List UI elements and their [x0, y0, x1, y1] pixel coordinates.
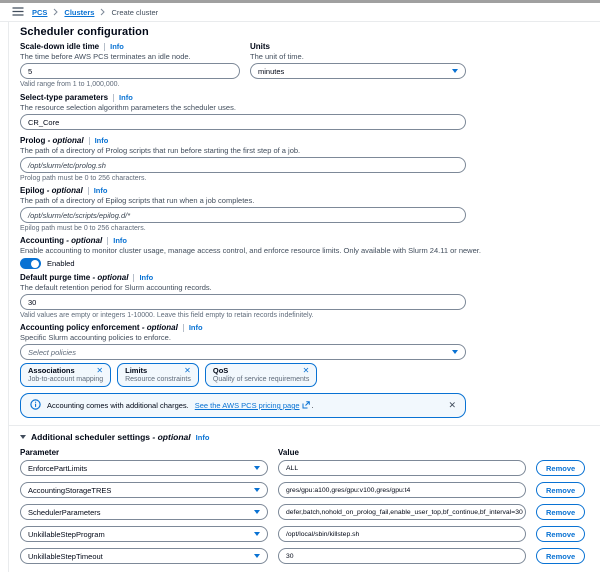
accounting-field: [20, 236, 588, 269]
table-row: [20, 482, 588, 498]
token-description: Job-to-account mapping: [28, 376, 104, 383]
token-limits: [117, 363, 199, 387]
table-row: [20, 460, 588, 476]
value-input[interactable]: gres/gpu:a100,gres/gpu:v100,gres/gpu:t4: [278, 482, 526, 498]
field-constraint: Valid values are empty or integers 1-10000. Leave this field empty to retain records indefinitely.: [20, 312, 314, 319]
breadcrumb: [32, 8, 158, 17]
default-purge-time-field: [20, 273, 588, 319]
banner-link-wrap: [195, 401, 314, 411]
select-type-parameters-input[interactable]: CR_Core: [20, 114, 466, 130]
field-description: The path of a directory of Prolog scripts that run before starting the first step of a job.: [20, 146, 301, 155]
remove-button[interactable]: Remove: [536, 482, 585, 498]
banner-dismiss-icon[interactable]: ✕: [448, 400, 456, 410]
epilog-field: [20, 186, 588, 232]
value-column-header: Value: [278, 448, 299, 457]
field-description: The default retention period for Slurm accounting records.: [20, 283, 212, 292]
table-row: [20, 548, 588, 564]
policy-multiselect[interactable]: Select policies: [20, 344, 466, 360]
parameter-select[interactable]: UnkillableStepTimeout: [20, 548, 268, 564]
caret-down-icon: [254, 554, 260, 558]
parameter-column-header: Parameter: [20, 448, 60, 457]
info-link[interactable]: Info: [93, 186, 108, 195]
dismiss-icon[interactable]: ✕: [96, 365, 104, 375]
default-purge-time-input[interactable]: 30: [20, 294, 466, 310]
breadcrumb-current: Create cluster: [111, 7, 159, 17]
info-link[interactable]: Info: [195, 432, 210, 442]
label-divider: [104, 43, 105, 51]
select-type-parameters-field: [20, 93, 588, 130]
breadcrumb-link-pcs[interactable]: PCS: [32, 7, 48, 17]
pricing-page-link[interactable]: See the AWS PCS pricing page: [194, 401, 300, 410]
banner-suffix: .: [311, 401, 314, 410]
token-description: Resource constraints: [125, 376, 191, 383]
info-link[interactable]: Info: [94, 136, 109, 145]
field-description: Specific Slurm accounting policies to enforce.: [20, 333, 171, 342]
breadcrumb-link-clusters[interactable]: Clusters: [64, 7, 95, 17]
parameter-select[interactable]: EnforcePartLimits: [20, 460, 268, 476]
label-divider: [89, 137, 90, 145]
info-link[interactable]: Info: [139, 273, 154, 282]
token-associations: [20, 363, 111, 387]
remove-button[interactable]: Remove: [536, 460, 585, 476]
epilog-input[interactable]: /opt/slurm/etc/scripts/epilog.d/*: [20, 207, 466, 223]
dismiss-icon[interactable]: ✕: [302, 365, 310, 375]
remove-button[interactable]: Remove: [536, 526, 585, 542]
accounting-policy-enforcement-field: [20, 323, 588, 387]
token-label: Associations: [28, 366, 75, 375]
info-link[interactable]: Info: [113, 236, 127, 245]
external-link-icon: [302, 401, 310, 411]
token-label: QoS: [212, 366, 229, 375]
section-divider: [9, 425, 600, 426]
token-qos: [205, 363, 317, 387]
section-title: Additional scheduler settings - optional: [31, 432, 191, 442]
banner-message: Accounting comes with additional charges.: [47, 401, 189, 410]
label-divider: [88, 187, 89, 195]
page-title: Scheduler configuration: [20, 26, 149, 38]
parameter-select[interactable]: AccountingStorageTRES: [20, 482, 268, 498]
field-label: Units: [250, 42, 270, 51]
menu-icon[interactable]: [12, 3, 24, 21]
field-description: The time before AWS PCS terminates an idle node.: [20, 52, 191, 61]
scale-down-idle-time-input[interactable]: 5: [20, 63, 240, 79]
chevron-right-icon: [100, 8, 105, 16]
field-description: Enable accounting to monitor cluster usage, manage access control, and enforce resource limits. Only available with Slurm 24.11 or newer.: [20, 246, 481, 255]
caret-down-icon: [254, 532, 260, 536]
field-label: Scale-down idle time: [20, 42, 100, 51]
units-field: [250, 42, 466, 88]
field-label: Accounting policy enforcement - optional: [20, 323, 178, 332]
field-description: The resource selection algorithm parameters the scheduler uses.: [20, 103, 236, 112]
additional-settings-expander[interactable]: [20, 432, 588, 442]
table-row: [20, 504, 588, 520]
caret-down-icon: [254, 510, 260, 514]
field-constraint: Prolog path must be 0 to 256 characters.: [20, 175, 147, 182]
caret-down-icon: [452, 350, 458, 354]
label-divider: [133, 274, 134, 282]
breadcrumb-bar: [0, 3, 600, 22]
remove-button[interactable]: Remove: [536, 548, 585, 564]
info-link[interactable]: Info: [110, 42, 124, 51]
info-link[interactable]: Info: [119, 93, 133, 102]
dismiss-icon[interactable]: ✕: [184, 365, 191, 375]
caret-expanded-icon: [20, 435, 26, 439]
prolog-field: [20, 136, 588, 182]
parameter-select[interactable]: UnkillableStepProgram: [20, 526, 268, 542]
toggle-state-label: Enabled: [47, 259, 75, 268]
table-row: [20, 526, 588, 542]
chevron-right-icon: [53, 8, 58, 16]
selected-policy-tokens: [20, 363, 588, 387]
token-label: Limits: [125, 366, 148, 375]
accounting-charges-banner: [20, 393, 466, 418]
field-description: The unit of time.: [250, 52, 304, 61]
field-constraint: Valid range from 1 to 1,000,000.: [20, 81, 120, 88]
value-input[interactable]: ALL: [278, 460, 526, 476]
field-constraint: Epilog path must be 0 to 256 characters.: [20, 225, 146, 232]
field-label: Accounting - optional: [20, 236, 103, 245]
field-label: Epilog - optional: [20, 186, 83, 195]
field-label: Default purge time - optional: [20, 273, 129, 282]
scheduler-configuration-panel: [8, 22, 600, 572]
remove-button[interactable]: Remove: [536, 504, 585, 520]
scale-down-idle-time-field: [20, 42, 240, 88]
units-select[interactable]: minutes: [250, 63, 466, 79]
value-input[interactable]: 30: [278, 548, 526, 564]
info-link[interactable]: Info: [188, 323, 203, 332]
caret-down-icon: [452, 69, 458, 73]
accounting-toggle[interactable]: [20, 258, 41, 269]
parameter-select[interactable]: SchedulerParameters: [20, 504, 268, 520]
value-input[interactable]: /opt/local/sbin/killstep.sh: [278, 526, 526, 542]
value-input[interactable]: defer,batch,nohold_on_prolog_fail,enable_user_top,bf_continue,bf_interval=30: [278, 504, 526, 520]
label-divider: [183, 324, 184, 332]
field-label: Prolog - optional: [20, 136, 84, 145]
prolog-input[interactable]: /opt/slurm/etc/prolog.sh: [20, 157, 466, 173]
caret-down-icon: [254, 488, 260, 492]
field-description: The path of a directory of Epilog scripts that run when a job completes.: [20, 196, 255, 205]
settings-column-headers: [20, 448, 588, 457]
label-divider: [107, 237, 108, 245]
label-divider: [113, 94, 114, 102]
info-circle-icon: [30, 399, 41, 412]
field-label: Select-type parameters: [20, 93, 109, 102]
caret-down-icon: [254, 466, 260, 470]
token-description: Quality of service requirements: [212, 376, 310, 383]
